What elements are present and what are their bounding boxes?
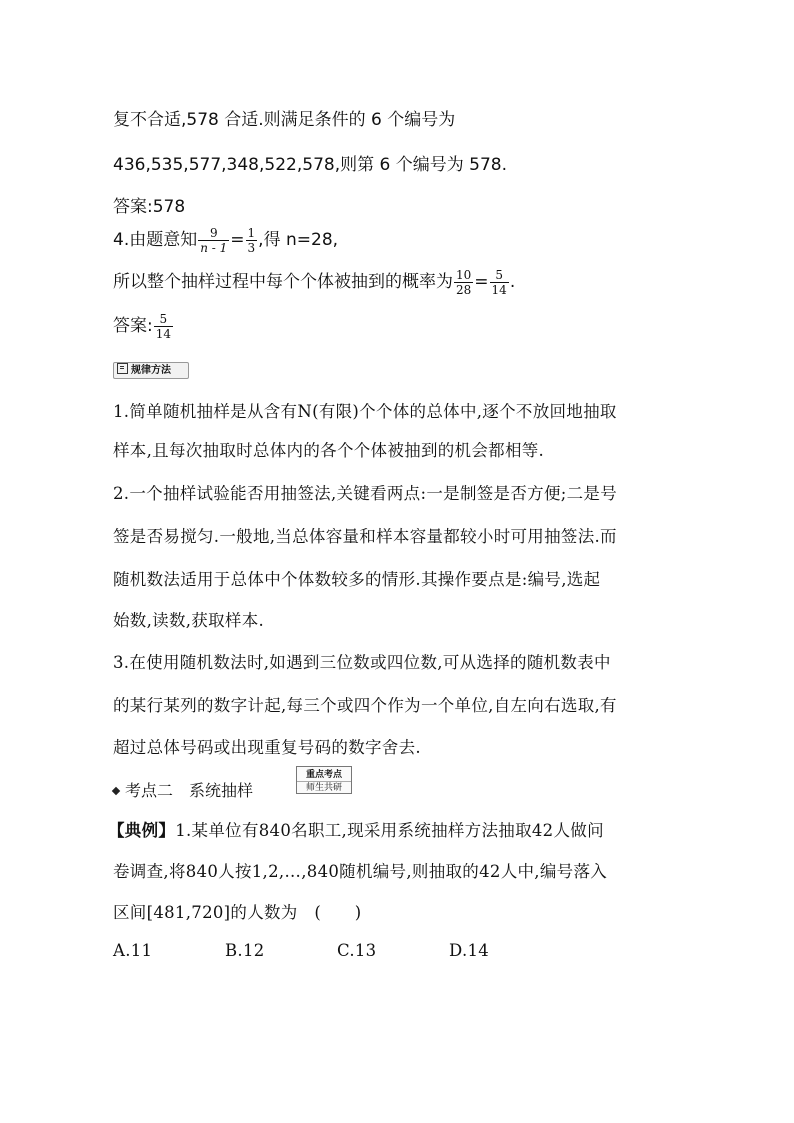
fraction-5-over-14	[154, 312, 173, 341]
frac-denominator: 14	[155, 326, 172, 341]
option-b: B.12	[225, 941, 265, 960]
frac-denominator: n - 1	[200, 240, 228, 255]
method-line-5: 随机数法适用于总体中个体数较多的情形.其操作要点是:编号,选起	[113, 570, 601, 589]
method-line-3: 2.一个抽样试验能否用抽签法,关键看两点:一是制签是否方便;二是号	[113, 484, 618, 503]
example-line-1	[108, 817, 604, 841]
method-line-4: 签是否易搅匀.一般地,当总体容量和样本容量都较小时可用抽签法.而	[113, 527, 617, 546]
method-line-9: 超过总体号码或出现重复号码的数字舍去.	[113, 738, 421, 757]
item4-suffix: ,得 n=28,	[258, 230, 339, 250]
frac-numerator: 5	[154, 312, 173, 327]
diamond-bullet-icon	[112, 787, 120, 795]
option-a: A.11	[113, 941, 153, 960]
item4-prefix: 4.由题意知	[113, 230, 198, 250]
fraction-5-over-14	[490, 268, 509, 297]
fraction-9-over-n-minus-1	[198, 226, 229, 255]
method-line-7: 3.在使用随机数法时,如遇到三位数或四位数,可从选择的随机数表中	[113, 653, 611, 672]
solution-item-4	[113, 222, 338, 258]
method-line-1: 1.简单随机抽样是从含有N(有限)个个体的总体中,逐个不放回地抽取	[113, 402, 617, 421]
option-c: C.13	[337, 941, 377, 960]
frac-numerator: 9	[198, 226, 229, 241]
fraction-10-over-28	[454, 268, 473, 297]
probability-line	[113, 264, 515, 300]
example-text-1: 1.某单位有840名职工,现采用系统抽样方法抽取42人做问	[175, 821, 604, 840]
fraction-1-over-3	[246, 226, 258, 255]
equals-sign: =	[474, 272, 489, 292]
tag-line-1: 重点考点	[305, 770, 342, 780]
prob-prefix: 所以整个抽样过程中每个个体被抽到的概率为	[113, 272, 453, 292]
prob-suffix: .	[509, 272, 516, 292]
method-line-8: 的某行某列的数字计起,每三个或四个作为一个单位,自左向右选取,有	[113, 696, 617, 715]
section-tag	[296, 766, 352, 794]
answer-4	[113, 308, 174, 344]
example-line-2: 卷调查,将840人按1,2,…,840随机编号,则抽取的42人中,编号落入	[113, 862, 608, 881]
example-tag: 【典例】	[108, 821, 176, 840]
frac-denominator: 14	[491, 282, 507, 297]
answer4-prefix: 答案:	[113, 316, 153, 336]
method-line-2: 样本,且每次抽取时总体内的各个个体被抽到的机会都相等.	[113, 441, 545, 460]
tag-line-2: 师生共研	[297, 781, 351, 794]
notebook-icon	[117, 363, 128, 374]
frac-numerator: 10	[456, 267, 472, 282]
method-badge-label: 规律方法	[131, 365, 171, 376]
solution-line-2: 436,535,577,348,522,578,则第 6 个编号为 578.	[113, 155, 507, 175]
frac-denominator: 28	[456, 282, 472, 297]
frac-numerator: 5	[490, 268, 509, 283]
section-heading	[113, 778, 253, 801]
example-line-3: 区间[481,720]的人数为 ( )	[113, 903, 362, 922]
option-d: D.14	[449, 941, 490, 960]
frac-denominator: 3	[247, 240, 256, 255]
solution-line-1: 复不合适,578 合适.则满足条件的 6 个编号为	[113, 110, 456, 130]
section-title: 考点二 系统抽样	[125, 781, 254, 800]
method-line-6: 始数,读数,获取样本.	[113, 611, 265, 630]
equals-sign: =	[230, 230, 245, 250]
answer-3: 答案:578	[113, 197, 186, 217]
method-badge	[113, 362, 189, 379]
frac-numerator: 1	[247, 225, 256, 240]
